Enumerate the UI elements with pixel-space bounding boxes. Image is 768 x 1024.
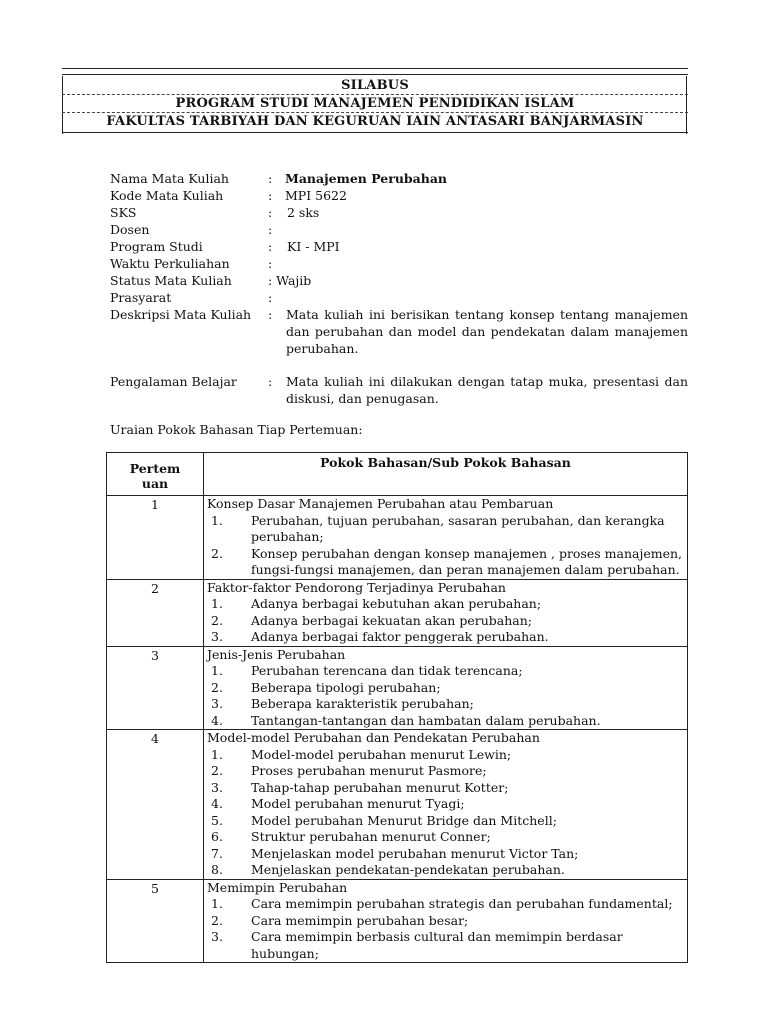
info-row-dosen <box>110 221 690 238</box>
info-label: Dosen <box>110 222 150 237</box>
topics-body <box>107 496 688 963</box>
sub-topic-number: 3. <box>211 779 223 795</box>
sub-topic-number: 1. <box>211 512 223 528</box>
info-colon: : <box>268 374 273 389</box>
table-header-row <box>107 453 688 496</box>
sub-topic-item <box>207 663 683 680</box>
sub-topic-item <box>207 813 683 830</box>
sub-topic-text: Adanya berbagai kekuatan akan perubahan; <box>251 612 532 628</box>
header-topic: Pokok Bahasan/Sub Pokok Bahasan <box>204 453 688 496</box>
meeting-number: 5 <box>107 879 204 963</box>
topic-cell <box>204 579 688 646</box>
sub-topic-number: 1. <box>211 663 223 678</box>
sub-topic-number: 6. <box>211 829 223 844</box>
sub-topic-item <box>207 713 683 730</box>
info-colon: : <box>268 307 273 322</box>
meeting-number: 4 <box>107 730 204 880</box>
info-row-waktu <box>110 255 690 272</box>
meeting-number: 1 <box>107 496 204 580</box>
info-row-status <box>110 272 690 289</box>
sub-topic-text: Proses perubahan menurut Pasmore; <box>251 763 487 778</box>
meeting-number: 3 <box>107 646 204 730</box>
sub-topic-number: 1. <box>211 896 223 911</box>
header-meeting <box>107 453 204 496</box>
info-row-prodi <box>110 238 690 255</box>
sub-topic-item <box>207 780 683 797</box>
info-colon: : <box>268 188 273 203</box>
topics-table <box>106 452 688 963</box>
info-label: Waktu Perkuliahan <box>110 256 230 271</box>
sub-topic-text: Adanya berbagai faktor penggerak perubahan. <box>251 629 549 644</box>
header-meeting-label: Pertemuan <box>129 461 181 491</box>
sub-topic-number: 2. <box>211 679 223 695</box>
table-row <box>107 496 688 580</box>
info-label: Kode Mata Kuliah <box>110 188 224 203</box>
info-label: Pengalaman Belajar <box>110 374 237 389</box>
sub-topic-number: 4. <box>211 712 223 728</box>
sub-topic-text: Cara memimpin perubahan besar; <box>251 912 469 928</box>
header-bottom-border <box>62 132 688 133</box>
section-title: Uraian Pokok Bahasan Tiap Pertemuan: <box>110 422 363 437</box>
sub-topic-item <box>207 596 683 613</box>
course-status: : Wajib <box>268 273 312 288</box>
info-label: Status Mata Kuliah <box>110 273 232 288</box>
sub-topic-number: 4. <box>211 796 223 811</box>
sub-topic-number: 2. <box>211 545 223 561</box>
sub-topic-number: 3. <box>211 929 223 944</box>
sub-topic-text: Cara memimpin perubahan strategis dan perubahan fundamental; <box>251 896 673 911</box>
topic-title: Jenis-Jenis Perubahan <box>207 646 346 662</box>
header-title: SILABUS <box>341 78 409 93</box>
course-description: Mata kuliah ini berisikan tentang konsep tentang manajemen dan perubahan dan model dan pendekatan dalam manajemen perubahan. <box>286 307 688 356</box>
topic-cell <box>204 879 688 963</box>
sub-topic-text: Model perubahan Menurut Bridge dan Mitchell; <box>251 812 557 828</box>
info-row-sks <box>110 204 690 221</box>
info-colon: : <box>268 171 273 186</box>
course-code: MPI 5622 <box>285 188 347 203</box>
learning-experience: Mata kuliah ini dilakukan dengan tatap muka, presentasi dan diskusi, dan penugasan. <box>286 374 688 406</box>
sub-topic-number: 2. <box>211 912 223 928</box>
header-divider-1 <box>62 94 688 95</box>
syllabus-header <box>62 68 688 134</box>
table-row <box>107 879 688 963</box>
sub-topic-text: Beberapa karakteristik perubahan; <box>251 696 474 711</box>
sub-topic-text: Adanya berbagai kebutuhan akan perubahan; <box>251 596 542 611</box>
sub-topic-item <box>207 896 683 913</box>
sub-topic-text: Menjelaskan model perubahan menurut Victor Tan; <box>251 845 579 861</box>
sub-topic-item <box>207 763 683 780</box>
course-program: KI - MPI <box>287 239 340 254</box>
table-row <box>107 646 688 730</box>
sub-topic-number: 1. <box>211 746 223 762</box>
topic-title: Konsep Dasar Manajemen Perubahan atau Pembaruan <box>207 496 554 511</box>
topic-cell <box>204 730 688 880</box>
topic-title: Memimpin Perubahan <box>207 879 348 895</box>
topic-cell <box>204 496 688 580</box>
course-credits: 2 sks <box>287 205 320 220</box>
sub-topic-text: Cara memimpin berbasis cultural dan memimpin berdasar hubungan; <box>251 929 623 961</box>
course-name: Manajemen Perubahan <box>285 171 448 186</box>
sub-topic-text: Perubahan terencana dan tidak terencana; <box>251 663 523 678</box>
sub-topic-item <box>207 829 683 846</box>
sub-topic-text: Tantangan-tantangan dan hambatan dalam perubahan. <box>251 712 601 728</box>
sub-topic-text: Tahap-tahap perubahan menurut Kotter; <box>251 779 509 795</box>
sub-topic-text: Model perubahan menurut Tyagi; <box>251 796 465 811</box>
sub-topic-text: Menjelaskan pendekatan-pendekatan perubahan. <box>251 862 565 877</box>
table-row <box>107 730 688 880</box>
sub-topic-text: Struktur perubahan menurut Conner; <box>251 829 491 844</box>
sub-topic-item <box>207 846 683 863</box>
sub-topic-number: 5. <box>211 812 223 828</box>
header-faculty: FAKULTAS TARBIYAH DAN KEGURUAN IAIN ANTASARI BANJARMASIN <box>106 114 644 129</box>
sub-topic-item <box>207 747 683 764</box>
sub-topic-item <box>207 546 683 579</box>
table-row <box>107 579 688 646</box>
sub-topic-item <box>207 613 683 630</box>
sub-topic-number: 7. <box>211 845 223 861</box>
sub-topic-number: 2. <box>211 612 223 628</box>
sub-topic-number: 3. <box>211 696 223 711</box>
sub-topic-item <box>207 680 683 697</box>
sub-topic-number: 8. <box>211 862 223 877</box>
sub-topic-text: Konsep perubahan dengan konsep manajemen , proses manajemen, fungsi-fungsi manajemen, dan peran manajemen dalam perubahan. <box>251 545 682 577</box>
header-top-border-inner <box>62 74 688 75</box>
sub-topic-item <box>207 629 683 646</box>
sub-topic-item <box>207 796 683 813</box>
meeting-number: 2 <box>107 579 204 646</box>
sub-topic-text: Perubahan, tujuan perubahan, sasaran perubahan, dan kerangka perubahan; <box>251 512 665 544</box>
info-colon: : <box>268 239 273 254</box>
sub-topic-item <box>207 913 683 930</box>
topic-title: Faktor-faktor Pendorong Terjadinya Perubahan <box>207 579 506 595</box>
sub-topic-item <box>207 696 683 713</box>
header-top-border <box>62 68 688 69</box>
sub-topic-number: 3. <box>211 629 223 644</box>
info-row-prasyarat <box>110 289 690 306</box>
sub-topic-text: Beberapa tipologi perubahan; <box>251 679 441 695</box>
sub-topic-item <box>207 513 683 546</box>
sub-topic-text: Model-model perubahan menurut Lewin; <box>251 746 512 762</box>
header-divider-2 <box>62 112 688 113</box>
info-colon: : <box>268 222 273 237</box>
info-colon: : <box>268 256 273 271</box>
sub-topic-number: 1. <box>211 596 223 611</box>
sub-topic-item <box>207 929 683 962</box>
info-row-kode <box>110 187 690 204</box>
topic-cell <box>204 646 688 730</box>
topic-title: Model-model Perubahan dan Pendekatan Perubahan <box>207 730 540 745</box>
info-label: Nama Mata Kuliah <box>110 171 229 186</box>
info-label: Deskripsi Mata Kuliah <box>110 307 252 322</box>
info-label: SKS <box>110 205 137 220</box>
info-colon: : <box>268 205 273 220</box>
info-row-nama <box>110 170 690 187</box>
sub-topic-number: 2. <box>211 763 223 778</box>
info-colon: : <box>268 290 273 305</box>
sub-topic-item <box>207 862 683 879</box>
header-program: PROGRAM STUDI MANAJEMEN PENDIDIKAN ISLAM <box>175 96 575 111</box>
info-label: Program Studi <box>110 239 203 254</box>
info-label: Prasyarat <box>110 290 172 305</box>
